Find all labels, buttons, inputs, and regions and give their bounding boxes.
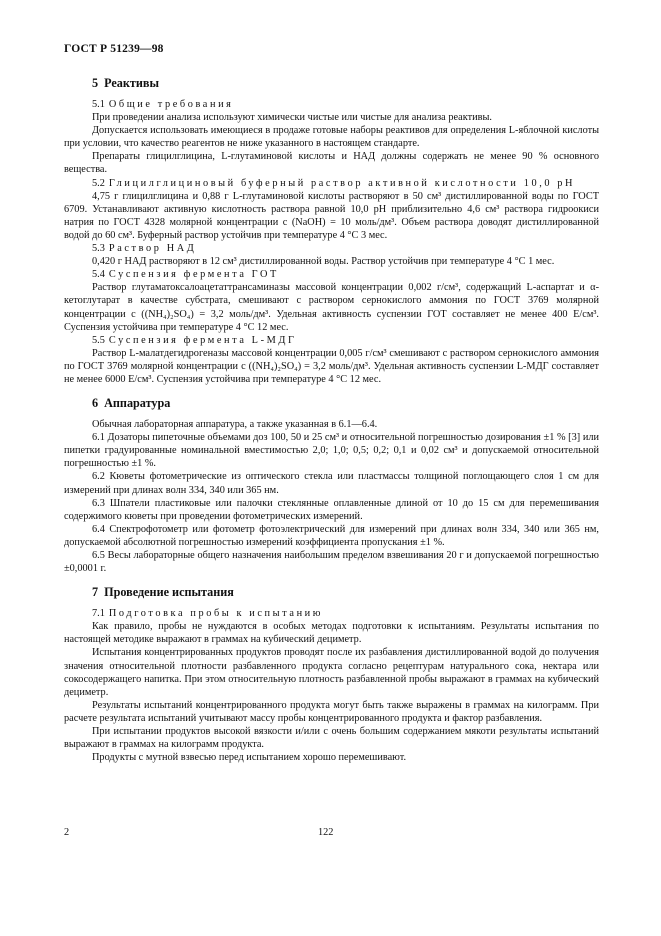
paragraph: 6.2 Кюветы фотометрические из оптического стекла или пластмассы толщиной поглощающего слоя 1 см для измерений при длинах волн 334, 340 или 365 нм. [64, 471, 599, 496]
subsection-title-prep: 7.1 Подготовка пробы к испытанию [92, 608, 324, 620]
paragraph: 6.1 Дозаторы пипеточные объемами доз 100, 50 и 25 см³ и относительной погрешностью дозирования ±1 % [3] или пипетки градуированные номинальной вместимостью 2,0; 1,0; 0,5; 0,2; 0,1 и 0,02 см³ и допускаемой относительной погрешностью ±1 %. [64, 432, 599, 470]
paragraph: 4,75 г глицилглицина и 0,88 г L-глутаминовой кислоты растворяют в 50 см³ дистиллированной воды по ГОСТ 6709. Устанавливают активную кислотность раствора равной 10,0 pH приблизительно 4,6 см³ раствора гидроокиси натрия по ГОСТ 4328 молярной концентрации c (NaOH) = 10 моль/дм³. Объем раствора доводят дистиллированной водой до 60 см³. Буферный раствор устойчив при температуре 4 °С 3 мес. [64, 190, 599, 241]
paragraph: 6.4 Спектрофотометр или фотометр фотоэлектрический для измерений при длинах волн 334, 340 или 365 нм, допускаемой абсолютной погрешностью измерений коэффициента пропускания ±1 %. [64, 523, 599, 548]
subsection-title-mdg: 5.5 Суспензия фермента L-МДГ [92, 334, 297, 346]
paragraph: 6.5 Весы лабораторные общего назначения наибольшим пределом взвешивания 20 г и допускаемой погрешностью ±0,0001 г. [64, 550, 599, 575]
paragraph: Как правило, пробы не нуждаются в особых методах подготовки к испытаниям. Результаты испытания по настоящей методике выражают в граммах на кубический дециметр. [64, 621, 599, 646]
paragraph: Обычная лабораторная аппаратура, а также указанная в 6.1—6.4. [92, 419, 378, 431]
subsection-title-nad: 5.3 Раствор НАД [92, 243, 197, 255]
page-number: 2 [64, 827, 70, 838]
subsection-title-buffer: 5.2 Глицилглициновый буферный раствор активной кислотности 10,0 pH [92, 177, 576, 189]
paragraph: Препараты глицилглицина, L-глутаминовой кислоты и НАД должны содержать не менее 90 % основного вещества. [64, 151, 599, 176]
paragraph: Испытания концентрированных продуктов проводят после их разбавления дистиллированной водой до получения значения относительной плотности разбавленного продукта согласно рецептурам натурального сока, нектара или сокосодержащего напитка. При этом относительную плотность разбавленной пробы выражают в граммах на кубический дециметр. [64, 647, 599, 698]
paragraph: При проведении анализа используют химически чистые или чистые для анализа реактивы. [92, 112, 492, 124]
paragraph: Раствор глутаматоксалоацетаттрансаминазы массовой концентрации 0,002 г/см³, содержащий L-аспартат и α-кетоглутарат в качестве субстрата, смешивают с раствором сернокислого аммония по ГОСТ 3769 молярной концентрации c ((NH₄)₂SO₄) = 3,2 моль/дм³. Удельная активность суспензии ГОТ составляет не менее 400 Е/см³. Суспензия устойчива при температуре 4 °С 12 мес. [64, 282, 599, 333]
paragraph: Раствор L-малатдегидрогеназы массовой концентрации 0,005 г/см³ смешивают с раствором сернокислого аммония по ГОСТ 3769 молярной концентрации c ((NH₄)₂SO₄) = 3,2 моль/дм³. Удельная активность суспензии L-МДГ составляет не менее 6000 Е/см³. Суспензия устойчива при температуре 4 °С 12 мес. [64, 347, 599, 385]
page-content [64, 76, 599, 764]
document-header: ГОСТ Р 51239—98 [64, 43, 164, 55]
subsection-title-got: 5.4 Суспензия фермента ГОТ [92, 269, 279, 281]
section-heading-reagents: 5 Реактивы [92, 76, 160, 90]
section-heading-testing: 7 Проведение испытания [92, 585, 234, 600]
paragraph: Результаты испытаний концентрированного продукта могут быть также выражены в граммах на килограмм. При расчете результата испытаний учитывают массу пробы концентрированного продукта и фактор разбавления. [64, 699, 599, 724]
paragraph: 0,420 г НАД растворяют в 12 см³ дистиллированной воды. Раствор устойчив при температуре 4 °С 1 мес. [92, 256, 555, 268]
paragraph: 6.3 Шпатели пластиковые или палочки стеклянные оплавленные длиной от 10 до 15 см для перемешивания содержимого кюветы при проведении фотометрических измерений. [64, 497, 599, 522]
paragraph: Продукты с мутной взвесью перед испытанием хорошо перемешивают. [92, 752, 407, 764]
sheet-number: 122 [318, 827, 334, 838]
section-heading-apparatus: 6 Аппаратура [92, 396, 171, 411]
paragraph: Допускается использовать имеющиеся в продаже готовые наборы реактивов для определения L-яблочной кислоты при условии, что качество реагентов не ниже указанного в настоящем стандарте. [64, 125, 599, 150]
subsection-title-general: 5.1 Общие требования [92, 99, 234, 110]
paragraph: При испытании продуктов высокой вязкости и/или с очень большим содержанием мякоти результаты испытаний выражают в граммах на килограмм продукта. [64, 726, 599, 751]
